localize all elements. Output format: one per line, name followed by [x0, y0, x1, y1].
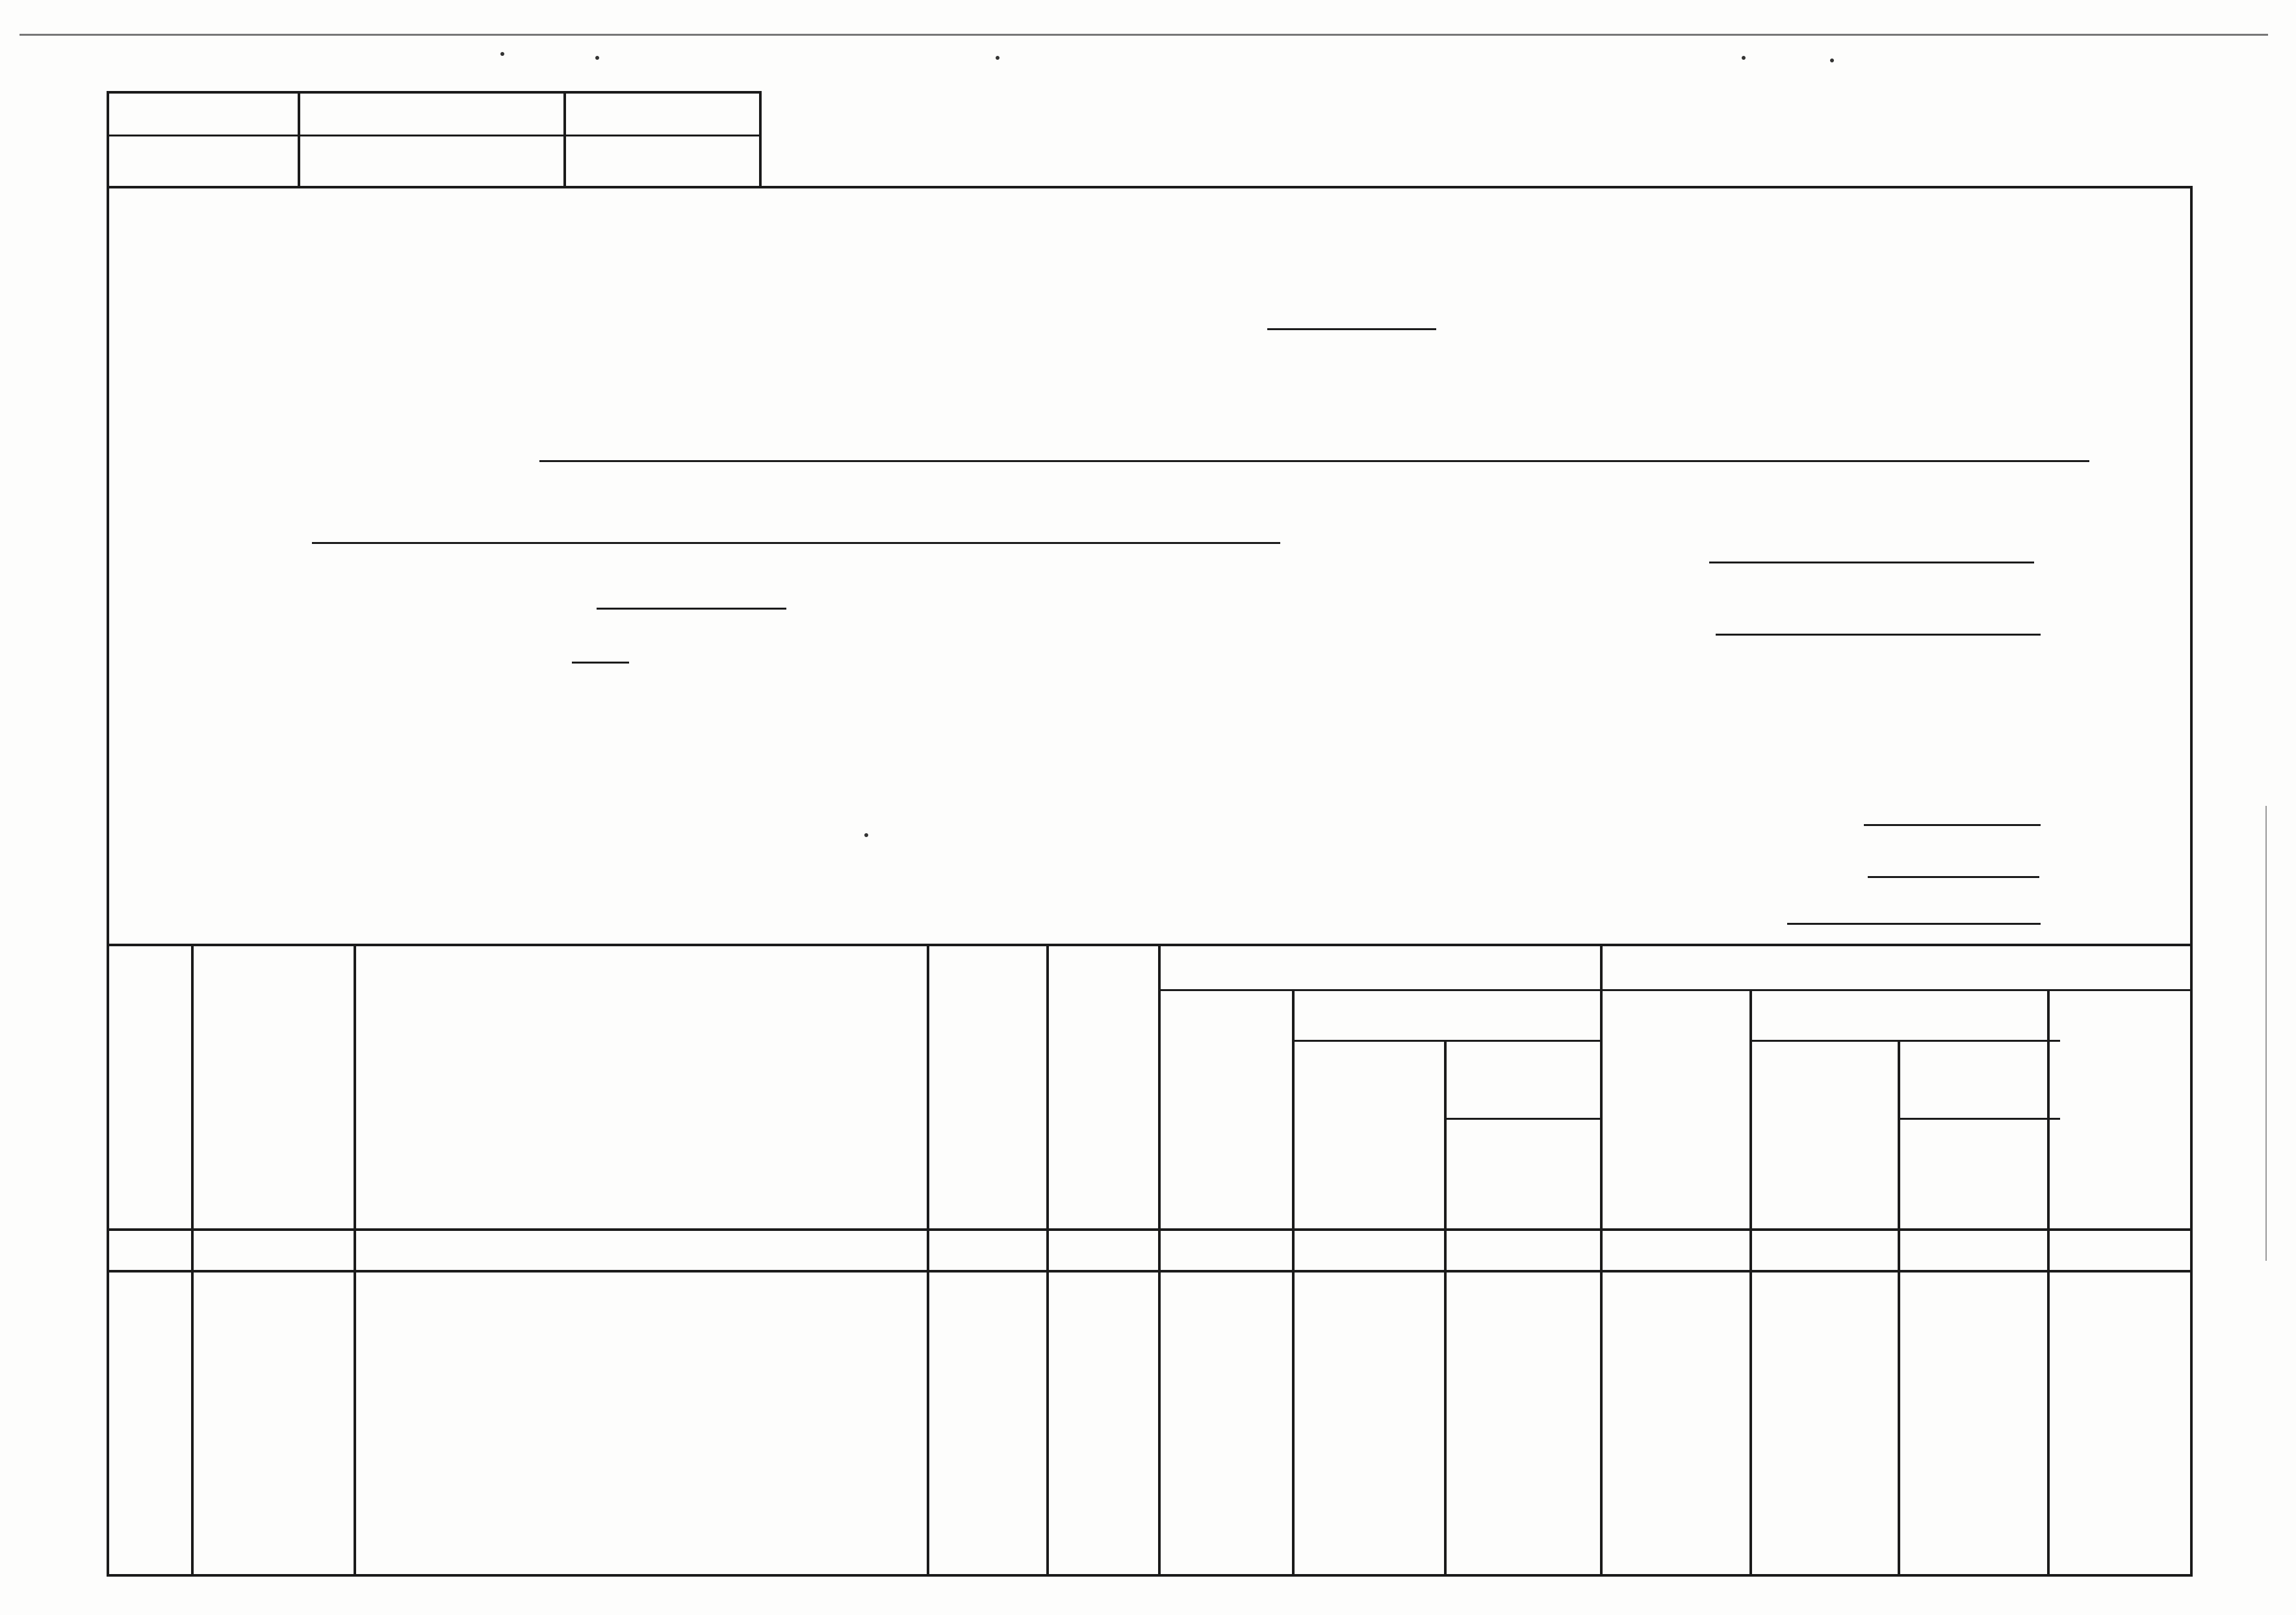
col-divider-8 — [1600, 944, 1603, 1575]
stamp-right-border — [759, 91, 762, 188]
norm-underline — [1716, 634, 2041, 636]
table-top-rule — [107, 944, 2193, 946]
scan-speck — [996, 56, 1000, 60]
item1-underline — [1864, 824, 2041, 826]
stamp-divider-2 — [563, 91, 566, 188]
scan-top-line — [19, 34, 2268, 36]
scan-speck — [1830, 58, 1834, 62]
col-divider-4 — [1046, 944, 1049, 1575]
stamp-mid-border — [107, 135, 762, 136]
col-divider-6 — [1292, 989, 1295, 1575]
frame-left — [107, 186, 109, 1577]
cost-underline — [1709, 562, 2034, 563]
work-underline — [312, 542, 1280, 544]
total-incl-rule — [1749, 1040, 2060, 1042]
scan-speck — [500, 52, 504, 56]
group-header-rule — [1158, 989, 2193, 991]
scan-speck — [1742, 56, 1746, 60]
colnum-bottom-rule — [107, 1270, 2193, 1273]
total-machine-rule — [1898, 1118, 2060, 1120]
project-name-underline — [539, 460, 2089, 462]
col-divider-9 — [1749, 989, 1752, 1575]
frame-right — [2190, 186, 2193, 1577]
col-divider-11 — [2047, 989, 2050, 1575]
unit-incl-rule — [1292, 1040, 1601, 1042]
stamp-divider-1 — [298, 91, 300, 188]
margin-scan-line — [2265, 806, 2267, 1261]
item2-underline — [1868, 876, 2039, 878]
unit-machine-rule — [1444, 1118, 1601, 1120]
col-divider-3 — [927, 944, 929, 1575]
stamp-left-border — [107, 91, 109, 188]
basis-underline — [597, 608, 786, 610]
frame-top — [107, 186, 2193, 188]
col-divider-5 — [1158, 944, 1161, 1575]
header-bottom-rule — [107, 1228, 2193, 1231]
col-divider-10 — [1898, 1040, 1900, 1575]
scan-speck — [595, 56, 599, 60]
col-divider-1 — [191, 944, 194, 1575]
table-bottom-rule — [107, 1574, 2193, 1577]
item3-underline — [1787, 923, 2041, 925]
col-divider-7 — [1444, 1040, 1447, 1575]
stamp-top-border — [107, 91, 762, 94]
prices-year-underline — [572, 662, 629, 664]
scan-speck — [864, 833, 868, 837]
estimate-number-underline — [1267, 328, 1436, 330]
col-divider-2 — [354, 944, 356, 1575]
